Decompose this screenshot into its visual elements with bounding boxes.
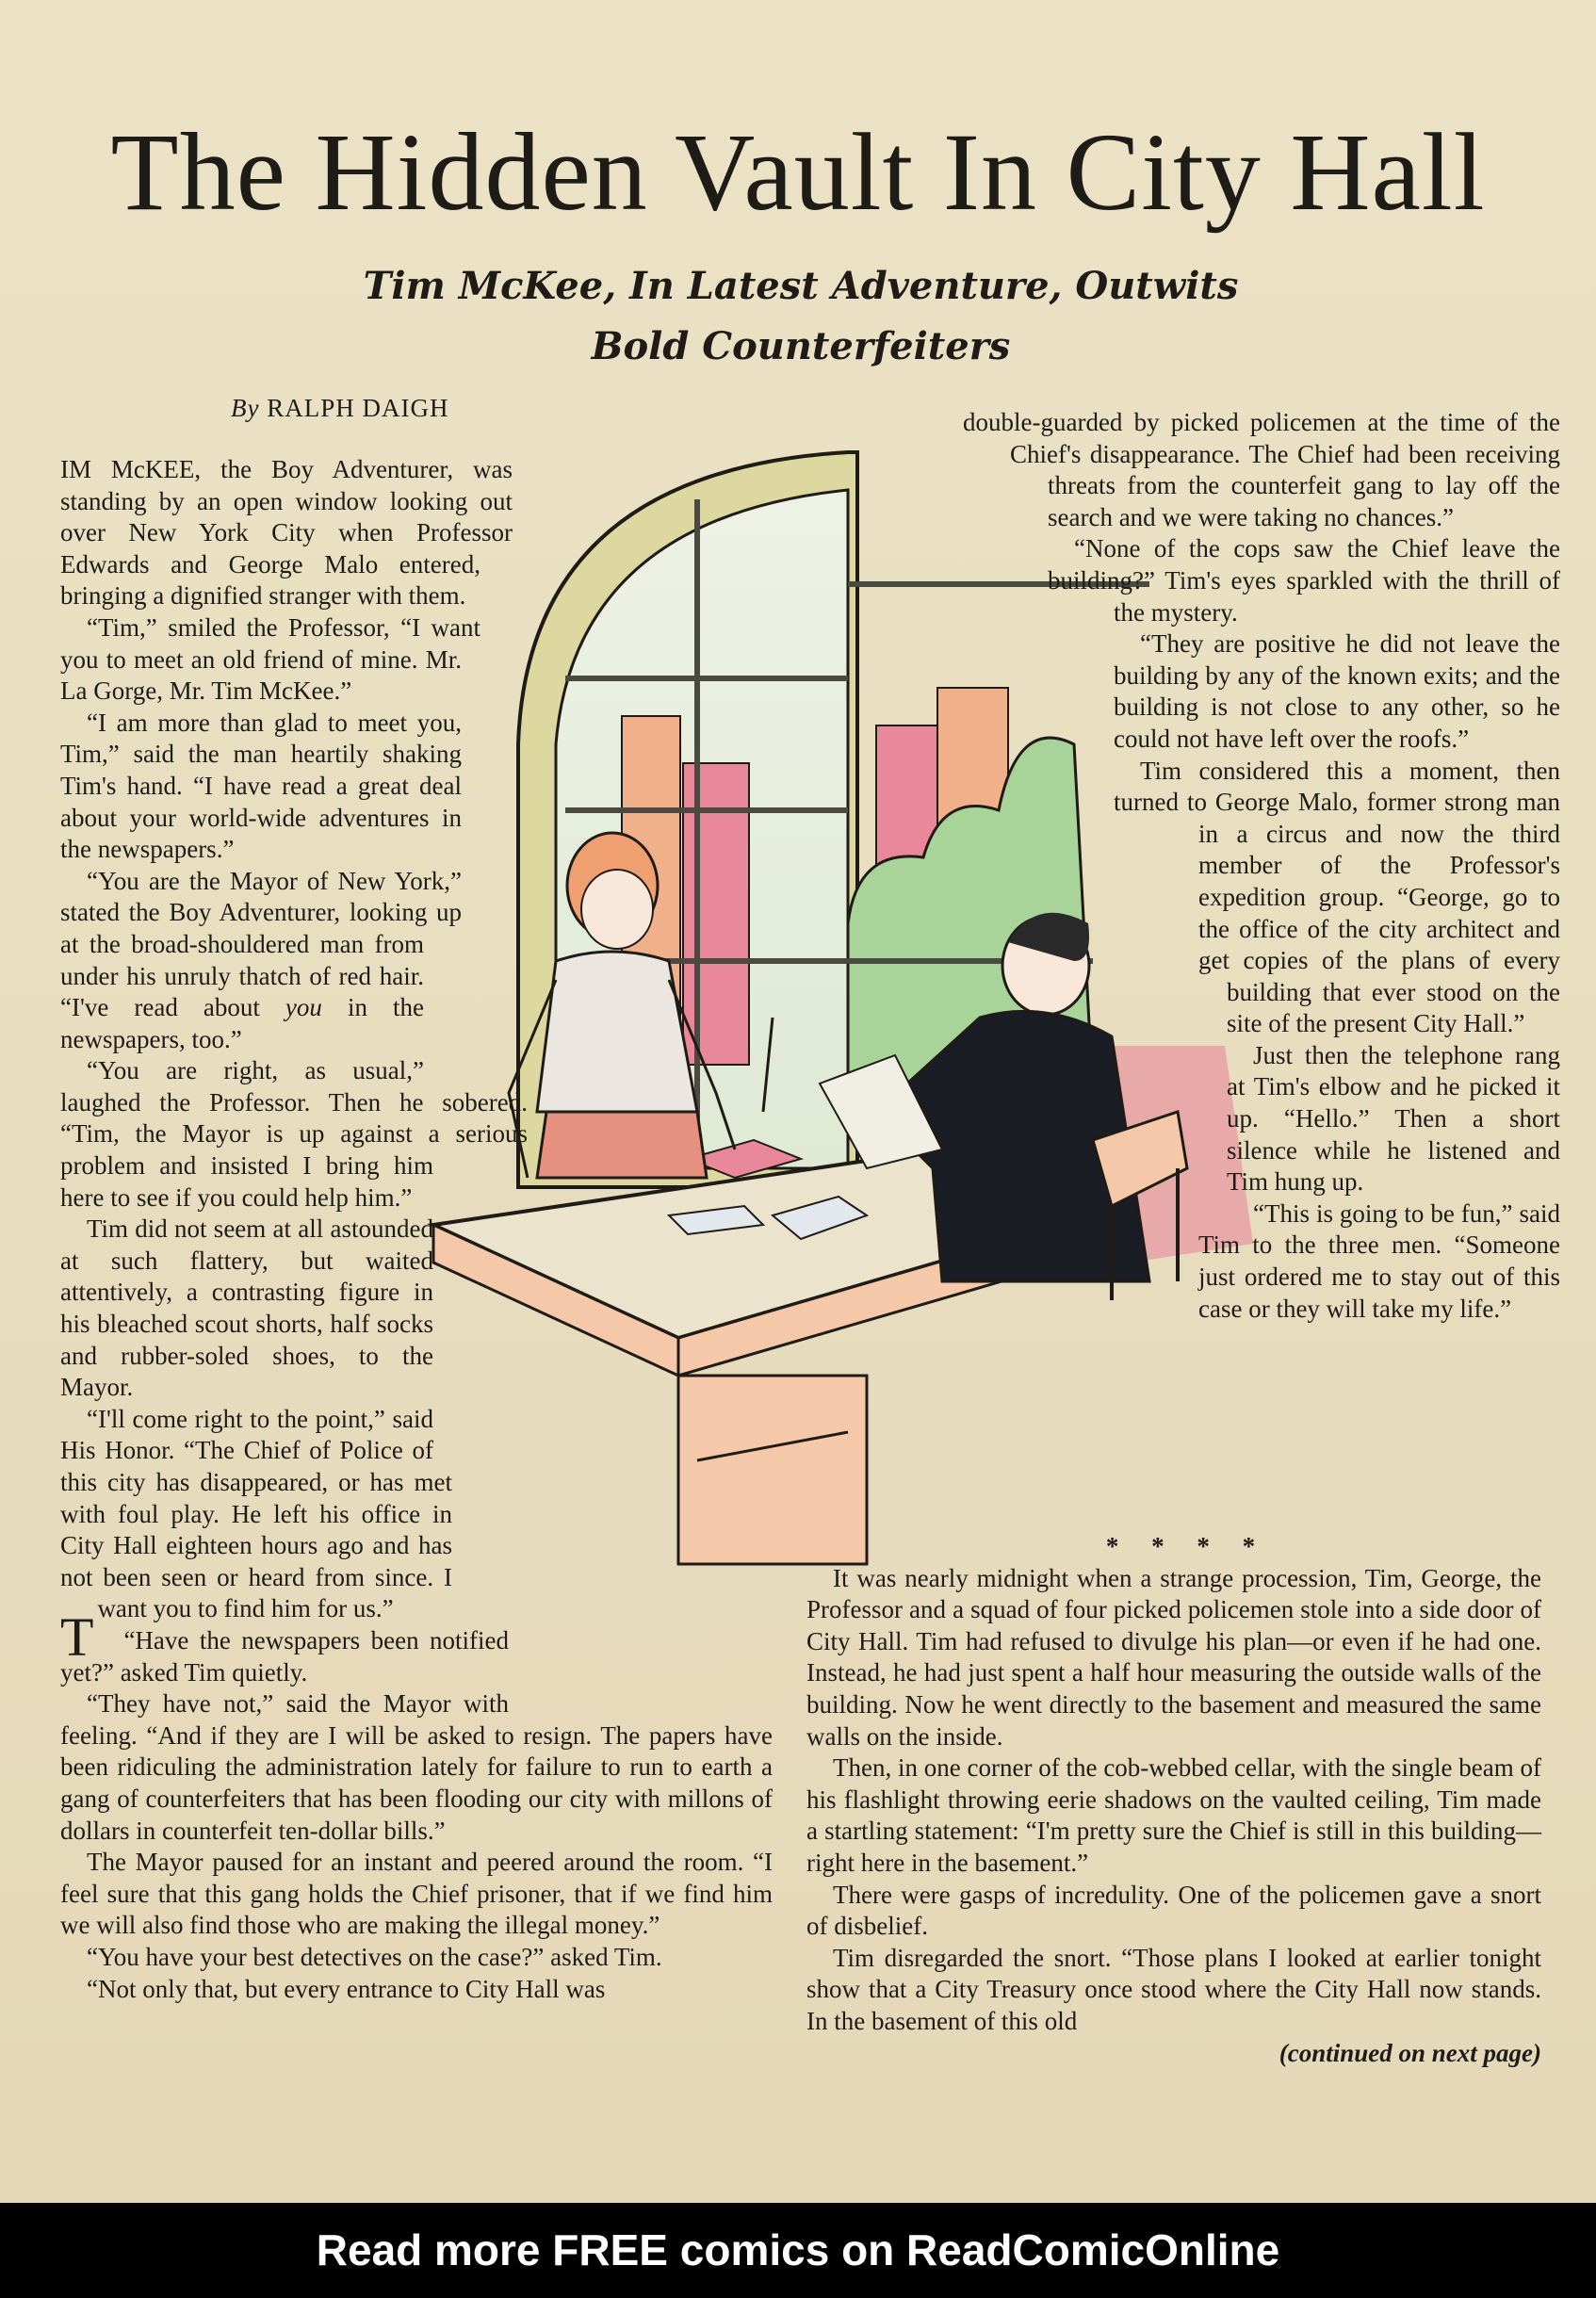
drop-cap: T xyxy=(60,1606,94,1668)
story-subtitle xyxy=(283,256,1319,377)
promo-banner[interactable] xyxy=(0,2203,1596,2298)
paragraph-3: “I am more than glad to meet you, Tim,” said the man heartily shaking Tim's hand. “I have read a great deal about your world-wide adventures in the newspapers.” xyxy=(60,708,462,864)
paragraph-2: “Tim,” smiled the Professor, “I want you to meet an old friend of mine. Mr. La Gorge, Mr. Tim McKee.” xyxy=(60,612,480,706)
right-paragraph-6: “This is going to be fun,” said Tim to the three men. “Someone just ordered me to stay out of this case or they will take my life.” xyxy=(1198,1198,1560,1323)
right-text-column xyxy=(906,407,1560,1443)
right-paragraph-7: It was nearly midnight when a strange procession, Tim, George, the Professor and a squad of four picked policemen stole into a side door of City Hall. Tim had refused to divulge his plan—or even if he had one. Instead, he had just spent a half hour measuring the outside walls of the building. Now he went directly to the basement and measured the same walls on the inside. xyxy=(806,1563,1541,1751)
paragraph-11: “You have your best detectives on the case?” asked Tim. xyxy=(87,1942,662,1971)
byline xyxy=(231,394,448,423)
paragraph-7: “I'll come right to the point,” said His Honor. “The Chief of Police of this city has disappeared, or has met with foul play. He left his office in City Hall eighteen hours ago and has not been seen or heard from since. I want you to find him for us.” xyxy=(60,1404,452,1623)
paragraph-5: “You are right, as usual,” laughed the Professor. Then he sobered. “Tim, the Mayor is up against a serious problem and insisted I bring him here to see if you could help him.” xyxy=(60,1056,528,1212)
paragraph-6: Tim did not seem at all astounded at such flattery, but waited attentively, a contrasting figure in his bleached scout shorts, half socks and rubber-soled shoes, to the Mayor. xyxy=(60,1214,433,1402)
paragraph-8: “Have the newspapers been notified yet?” asked Tim quietly. xyxy=(60,1625,509,1687)
continued-note: (continued on next page) xyxy=(1278,2038,1541,2067)
right-paragraph-5: Just then the telephone rang at Tim's elbow and he picked it up. “Hello.” Then a short silence while he listened and Tim hung up. xyxy=(1227,1040,1560,1197)
right-paragraph-2: “None of the cops saw the Chief leave the building?” Tim's eyes sparkled with the thrill of the mystery. xyxy=(1048,534,1560,627)
right-paragraph-8: Then, in one corner of the cob-webbed cellar, with the single beam of his flashlight throwing eerie shadows on the vaulted ceiling, Tim made a startling statement: “I'm pretty sure the Chief is still in this building—right here in the basement.” xyxy=(806,1753,1541,1877)
promo-banner-text[interactable]: Read more FREE comics on ReadComicOnline xyxy=(316,2225,1280,2274)
paragraph-4: “You are the Mayor of New York,” stated the Boy Adventurer, looking up at the broad-shouldered man from under his unruly thatch of red hair. “I've read about you in the newspapers, too.” xyxy=(60,866,462,1053)
left-text-column xyxy=(60,454,773,2005)
emphasis-you: you xyxy=(285,993,322,1022)
paragraph-10: The Mayor paused for an instant and peered around the room. “I feel sure that this gang holds the Chief prisoner, that if we find him we will also find those who are making the illegal money.” xyxy=(60,1848,773,1940)
section-break-stars: * * * * xyxy=(1105,1532,1269,1560)
right-paragraph-3: “They are positive he did not leave the building by any of the known exits; and the building is not close to any other, so he could not have left over the roofs.” xyxy=(1114,629,1560,753)
subtitle-line-1: Tim McKee, In Latest Adventure, Outwits xyxy=(363,264,1239,308)
right-paragraph-9: There were gasps of incredulity. One of the policemen gave a snort of disbelief. xyxy=(806,1880,1541,1941)
byline-by: By xyxy=(231,394,260,422)
paragraph-1: T IM McKEE, the Boy Adventurer, was standing by an open window looking out over New York City when Professor Edwards and George Malo entered, bringing a dignified stranger with them. xyxy=(60,455,513,1668)
right-paragraph-10: Tim disregarded the snort. “Those plans I looked at earlier tonight show that a City Treasury once stood where the City Hall now stands. In the basement of this old xyxy=(806,1943,1541,2035)
story-title: The Hidden Vault In City Hall xyxy=(110,110,1486,234)
lower-right-text-column xyxy=(806,1531,1541,2069)
right-paragraph-4: Tim considered this a moment, then turned to George Malo, former strong man in a circus and now the third member of the Professor's expedition group. “George, go to the office of the city architect and get copies of the plans of every building that ever stood on the site of the present City Hall.” xyxy=(1114,756,1560,1038)
paragraph-9: “They have not,” said the Mayor with feeling. “And if they are I will be asked to resign. The papers have been ridiculing the administration lately for failure to run to earth a gang of counterfeiters that has been flooding our city with millons of dollars in counterfeit ten-dollar bills.” xyxy=(60,1689,773,1845)
paragraph-12: “Not only that, but every entrance to City Hall was xyxy=(87,1974,606,2003)
byline-author: RALPH DAIGH xyxy=(267,394,449,422)
subtitle-line-2: Bold Counterfeiters xyxy=(591,324,1011,368)
right-paragraph-1: double-guarded by picked policemen at the time of the Chief's disappearance. The Chief had been receiving threats from the counterfeit gang to lay off the search and we were taking no chances.” xyxy=(963,408,1560,531)
